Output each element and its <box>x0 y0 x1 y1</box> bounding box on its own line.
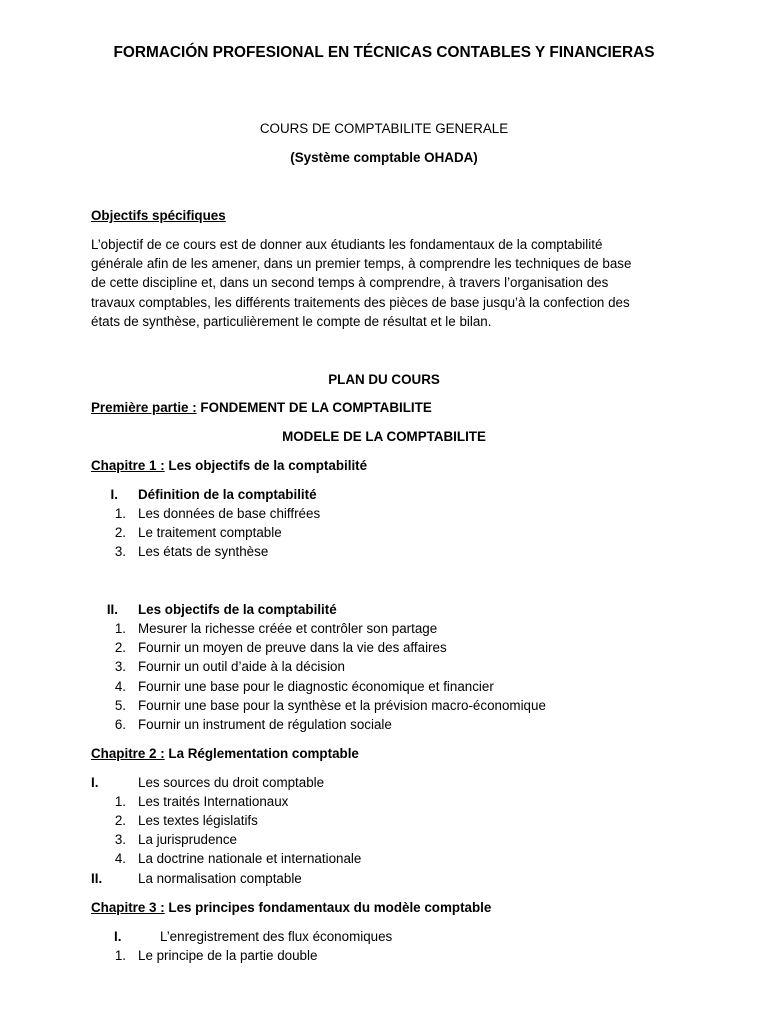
section-number: II. <box>91 871 103 886</box>
objectives-line: travaux comptables, les différents traitements des pièces de base jusqu’à la confection des <box>91 294 630 310</box>
list-item-number: 1. <box>114 621 126 636</box>
list-item-number: 2. <box>114 813 126 828</box>
list-item-number: 4. <box>114 679 126 694</box>
list-item-number: 3. <box>114 832 126 847</box>
system-subtitle: (Système comptable OHADA) <box>290 150 478 165</box>
chapter1-label: Chapitre 1 : <box>91 458 165 473</box>
section-title: Définition de la comptabilité <box>138 487 317 502</box>
list-item: Le traitement comptable <box>138 525 282 540</box>
section-number: I. <box>110 487 118 502</box>
objectives-paragraph <box>91 235 671 331</box>
section-number: I. <box>91 775 99 790</box>
list-item: Fournir un moyen de preuve dans la vie des affaires <box>138 640 447 655</box>
list-item-number: 3. <box>114 544 126 559</box>
chapter1-title: Les objectifs de la comptabilité <box>164 458 368 473</box>
chapter3-heading <box>91 898 491 917</box>
list-item: Mesurer la richesse créée et contrôler son partage <box>138 621 438 636</box>
list-item: Les traités Internationaux <box>138 794 289 809</box>
list-item: Les textes législatifs <box>138 813 258 828</box>
objectives-line: générale afin de les amener, dans un premier temps, à comprendre les techniques de base <box>91 256 632 272</box>
list-item-number: 1. <box>114 794 126 809</box>
list-item: Fournir un outil d’aide à la décision <box>138 659 345 674</box>
list-item-number: 6. <box>114 717 126 732</box>
list-item: Les états de synthèse <box>138 544 269 559</box>
section-title: Les sources du droit comptable <box>138 775 325 790</box>
section-number: I. <box>114 929 122 944</box>
list-item-number: 2. <box>114 640 126 655</box>
objectives-line: L’objectif de ce cours est de donner aux étudiants les fondamentaux de la comptabilité <box>91 237 603 252</box>
list-item-number: 1. <box>114 506 126 521</box>
section-title: La normalisation comptable <box>138 871 302 886</box>
chapter1-heading <box>91 456 367 475</box>
chapter2-heading <box>91 744 359 763</box>
list-item: La jurisprudence <box>138 832 238 847</box>
list-item: Fournir une base pour le diagnostic économique et financier <box>138 679 494 694</box>
part1-text: FONDEMENT DE LA COMPTABILITE <box>196 400 432 415</box>
course-title: COURS DE COMPTABILITE GENERALE <box>259 121 509 136</box>
section-number: II. <box>106 602 118 617</box>
chapter3-title: Les principes fondamentaux du modèle comptable <box>164 900 492 915</box>
part1-heading <box>91 398 432 417</box>
list-item: Les données de base chiffrées <box>138 506 321 521</box>
chapter3-label: Chapitre 3 : <box>91 900 165 915</box>
model-title: MODELE DE LA COMPTABILITE <box>282 429 486 444</box>
chapter2-label: Chapitre 2 : <box>91 746 165 761</box>
section-title: L’enregistrement des flux économiques <box>160 929 393 944</box>
objectives-line: de cette discipline et, dans un second temps à comprendre, à travers l’organisation des <box>91 275 609 291</box>
section-title: Les objectifs de la comptabilité <box>138 602 337 617</box>
list-item-number: 4. <box>114 851 126 866</box>
list-item: Fournir un instrument de régulation sociale <box>138 717 392 732</box>
objectives-heading: Objectifs spécifiques <box>91 208 226 223</box>
chapter2-title: La Réglementation comptable <box>164 746 359 761</box>
list-item: La doctrine nationale et internationale <box>138 851 362 866</box>
list-item-number: 5. <box>114 698 126 713</box>
list-item-number: 3. <box>114 659 126 674</box>
list-item: Fournir une base pour la synthèse et la prévision macro-économique <box>138 698 546 713</box>
document-title: FORMACIÓN PROFESIONAL EN TÉCNICAS CONTABLES Y FINANCIERAS <box>113 44 655 61</box>
plan-title: PLAN DU COURS <box>328 372 440 387</box>
list-item: Le principe de la partie double <box>138 948 318 963</box>
objectives-line: états de synthèse, particulièrement le compte de résultat et le bilan. <box>91 313 492 329</box>
part1-label: Première partie : <box>91 400 197 415</box>
list-item-number: 1. <box>114 948 126 963</box>
list-item-number: 2. <box>114 525 126 540</box>
